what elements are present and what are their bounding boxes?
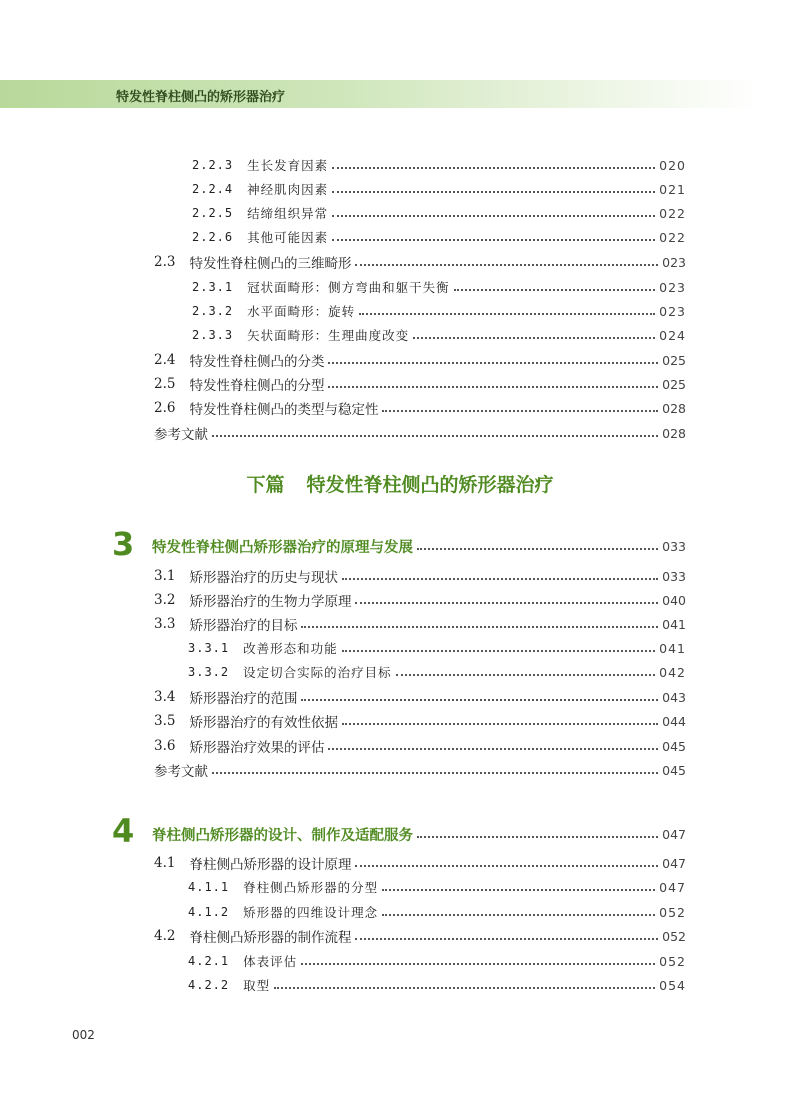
toc-entry[interactable] (154, 374, 686, 394)
dot-leader (382, 914, 655, 916)
toc-entry-title: 神经肌肉因素 (247, 182, 329, 197)
toc-entry-title: 特发性脊柱侧凸的分类 (189, 354, 325, 370)
dot-leader (274, 987, 655, 989)
toc-entry-title: 矫形器治疗的生物力学原理 (189, 594, 352, 610)
toc-entry[interactable] (154, 350, 686, 370)
toc-entry-title: 其他可能因素 (247, 230, 329, 245)
toc-entry-title: 脊柱侧凸矫形器的制作流程 (189, 930, 352, 946)
toc-entry[interactable] (154, 590, 686, 610)
chapter-heading[interactable] (152, 536, 686, 556)
toc-entry-page: 022 (659, 229, 686, 245)
toc-entry-number: 3.3 (154, 616, 176, 632)
toc-entry[interactable] (192, 179, 686, 199)
toc-entry-number: 2.2.6 (192, 230, 234, 244)
toc-entry-title: 矫形器治疗的目标 (189, 618, 298, 634)
toc-entry-page: 023 (659, 279, 686, 295)
toc-entry[interactable] (154, 614, 686, 634)
toc-entry-title: 取型 (243, 978, 271, 993)
toc-entry-number: 2.3.2 (192, 304, 234, 318)
dot-leader (332, 239, 655, 241)
toc-entry[interactable] (188, 638, 686, 658)
toc-entry-number: 4.2.1 (188, 954, 230, 968)
chapter-heading[interactable] (152, 824, 686, 844)
dot-leader (382, 889, 655, 891)
dot-leader (328, 386, 658, 388)
dot-leader (413, 337, 655, 339)
toc-entry[interactable] (188, 902, 686, 922)
toc-entry-number: 3.1 (154, 568, 176, 584)
toc-entry-title: 脊柱侧凸矫形器的设计原理 (189, 857, 352, 873)
toc-entry-page: 025 (662, 352, 686, 368)
toc-entry-page: 023 (662, 254, 686, 270)
toc-entry-number: 2.3 (154, 254, 176, 270)
chapter-page: 047 (662, 826, 686, 842)
dot-leader (301, 626, 658, 628)
dot-leader (212, 772, 658, 774)
toc-entry-title: 参考文献 (154, 427, 208, 443)
toc-entry-title: 生长发育因素 (247, 158, 329, 173)
toc-entry-title: 特发性脊柱侧凸的类型与稳定性 (189, 402, 379, 418)
toc-entry-title: 结缔组织异常 (247, 206, 329, 221)
chapter-number: 4 (112, 812, 135, 850)
dot-leader (342, 650, 656, 652)
toc-entry-title: 矫形器治疗的有效性依据 (189, 715, 338, 731)
part-name: 特发性脊柱侧凸的矫形器治疗 (306, 474, 554, 496)
toc-entry-number: 4.1.1 (188, 880, 230, 894)
toc-entry[interactable] (154, 711, 686, 731)
toc-entry-page: 054 (659, 977, 686, 993)
toc-entry-references[interactable] (154, 423, 686, 443)
toc-entry-number: 2.2.5 (192, 206, 234, 220)
toc-entry[interactable] (192, 227, 686, 247)
part-title (0, 470, 800, 497)
dot-leader (454, 289, 656, 291)
toc-entry-page: 052 (659, 953, 686, 969)
running-header-title: 特发性脊柱侧凸的矫形器治疗 (116, 90, 286, 105)
toc-entry-number: 4.1.2 (188, 905, 230, 919)
toc-entry[interactable] (154, 566, 686, 586)
dot-leader (332, 167, 655, 169)
dot-leader (301, 963, 655, 965)
toc-entry-page: 040 (662, 592, 686, 608)
dot-leader (355, 264, 658, 266)
toc-entry-page: 045 (662, 738, 686, 754)
toc-entry-title: 体表评估 (243, 954, 298, 969)
toc-entry-number: 2.5 (154, 376, 176, 392)
dot-leader (212, 435, 658, 437)
toc-entry-page: 044 (662, 713, 686, 729)
dot-leader (332, 215, 655, 217)
toc-entry[interactable] (154, 736, 686, 756)
dot-leader (328, 748, 658, 750)
toc-entry-number: 2.2.3 (192, 158, 234, 172)
toc-entry-title: 改善形态和功能 (243, 641, 338, 656)
chapter-title: 特发性脊柱侧凸矫形器治疗的原理与发展 (152, 539, 413, 556)
toc-entry[interactable] (154, 687, 686, 707)
toc-entry-number: 3.3.2 (188, 665, 230, 679)
toc-entry-number: 2.4 (154, 352, 176, 368)
toc-entry-page: 052 (659, 904, 686, 920)
toc-entry-references[interactable] (154, 760, 686, 780)
toc-entry-title: 矢状面畸形：生理曲度改变 (247, 328, 410, 343)
toc-entry[interactable] (192, 277, 686, 297)
dot-leader (342, 723, 658, 725)
toc-entry-page: 028 (662, 425, 686, 441)
toc-entry[interactable] (192, 155, 686, 175)
dot-leader (417, 836, 658, 838)
toc-entry-number: 2.2.4 (192, 182, 234, 196)
dot-leader (355, 602, 658, 604)
toc-entry-page: 025 (662, 376, 686, 392)
toc-entry-page: 052 (662, 928, 686, 944)
toc-entry[interactable] (192, 301, 686, 321)
toc-entry[interactable] (188, 662, 686, 682)
chapter-number: 3 (112, 525, 135, 563)
dot-leader (342, 578, 658, 580)
toc-entry[interactable] (154, 926, 686, 946)
toc-entry-number: 3.6 (154, 738, 176, 754)
toc-entry-title: 冠状面畸形：侧方弯曲和躯干失衡 (247, 280, 450, 295)
toc-entry-title: 特发性脊柱侧凸的三维畸形 (189, 256, 352, 272)
chapter-page: 033 (662, 538, 686, 554)
toc-entry-title: 矫形器治疗的历史与现状 (189, 570, 338, 586)
toc-entry-page: 041 (662, 616, 686, 632)
toc-entry[interactable] (192, 325, 686, 345)
dot-leader (359, 313, 655, 315)
dot-leader (417, 548, 658, 550)
toc-entry-page: 024 (659, 327, 686, 343)
toc-entry-page: 047 (662, 855, 686, 871)
toc-entry-title: 设定切合实际的治疗目标 (243, 665, 392, 680)
toc-entry-number: 2.3.1 (192, 280, 234, 294)
page-number: 002 (72, 1028, 95, 1042)
toc-entry-number: 3.4 (154, 689, 176, 705)
toc-entry-number: 2.6 (154, 400, 176, 416)
chapter-title: 脊柱侧凸矫形器的设计、制作及适配服务 (152, 827, 413, 844)
dot-leader (396, 674, 656, 676)
dot-leader (382, 410, 658, 412)
toc-entry-page: 020 (659, 157, 686, 173)
toc-entry-page: 023 (659, 303, 686, 319)
toc-entry-number: 4.2.2 (188, 978, 230, 992)
toc-entry-page: 022 (659, 205, 686, 221)
part-label: 下篇 (246, 474, 285, 496)
toc-entry[interactable] (154, 398, 686, 418)
toc-entry-number: 4.1 (154, 855, 176, 871)
toc-entry-title: 水平面畸形：旋转 (247, 304, 356, 319)
dot-leader (332, 191, 655, 193)
dot-leader (355, 865, 658, 867)
toc-entry[interactable] (154, 252, 686, 272)
dot-leader (328, 362, 658, 364)
toc-entry-title: 矫形器的四维设计理念 (243, 905, 379, 920)
toc-entry-page: 043 (662, 689, 686, 705)
dot-leader (301, 699, 658, 701)
dot-leader (355, 938, 658, 940)
toc-entry-number: 2.3.3 (192, 328, 234, 342)
toc-entry-page: 047 (659, 879, 686, 895)
toc-entry-page: 033 (662, 568, 686, 584)
toc-entry-page: 045 (662, 762, 686, 778)
toc-entry-title: 脊柱侧凸矫形器的分型 (243, 880, 379, 895)
toc-entry-title: 矫形器治疗的范围 (189, 691, 298, 707)
toc-entry-number: 3.3.1 (188, 641, 230, 655)
toc-entry-title: 参考文献 (154, 764, 208, 780)
toc-entry[interactable] (154, 853, 686, 873)
toc-entry-number: 3.5 (154, 713, 176, 729)
toc-entry-page: 028 (662, 400, 686, 416)
toc-entry-page: 042 (659, 664, 686, 680)
header-band (0, 80, 760, 108)
toc-entry-number: 4.2 (154, 928, 176, 944)
toc-entry[interactable] (188, 877, 686, 897)
toc-entry-title: 特发性脊柱侧凸的分型 (189, 378, 325, 394)
toc-entry-page: 041 (659, 640, 686, 656)
toc-entry[interactable] (192, 203, 686, 223)
toc-entry[interactable] (188, 951, 686, 971)
toc-entry-page: 021 (659, 181, 686, 197)
toc-entry-title: 矫形器治疗效果的评估 (189, 740, 325, 756)
toc-entry[interactable] (188, 975, 686, 995)
toc-entry-number: 3.2 (154, 592, 176, 608)
